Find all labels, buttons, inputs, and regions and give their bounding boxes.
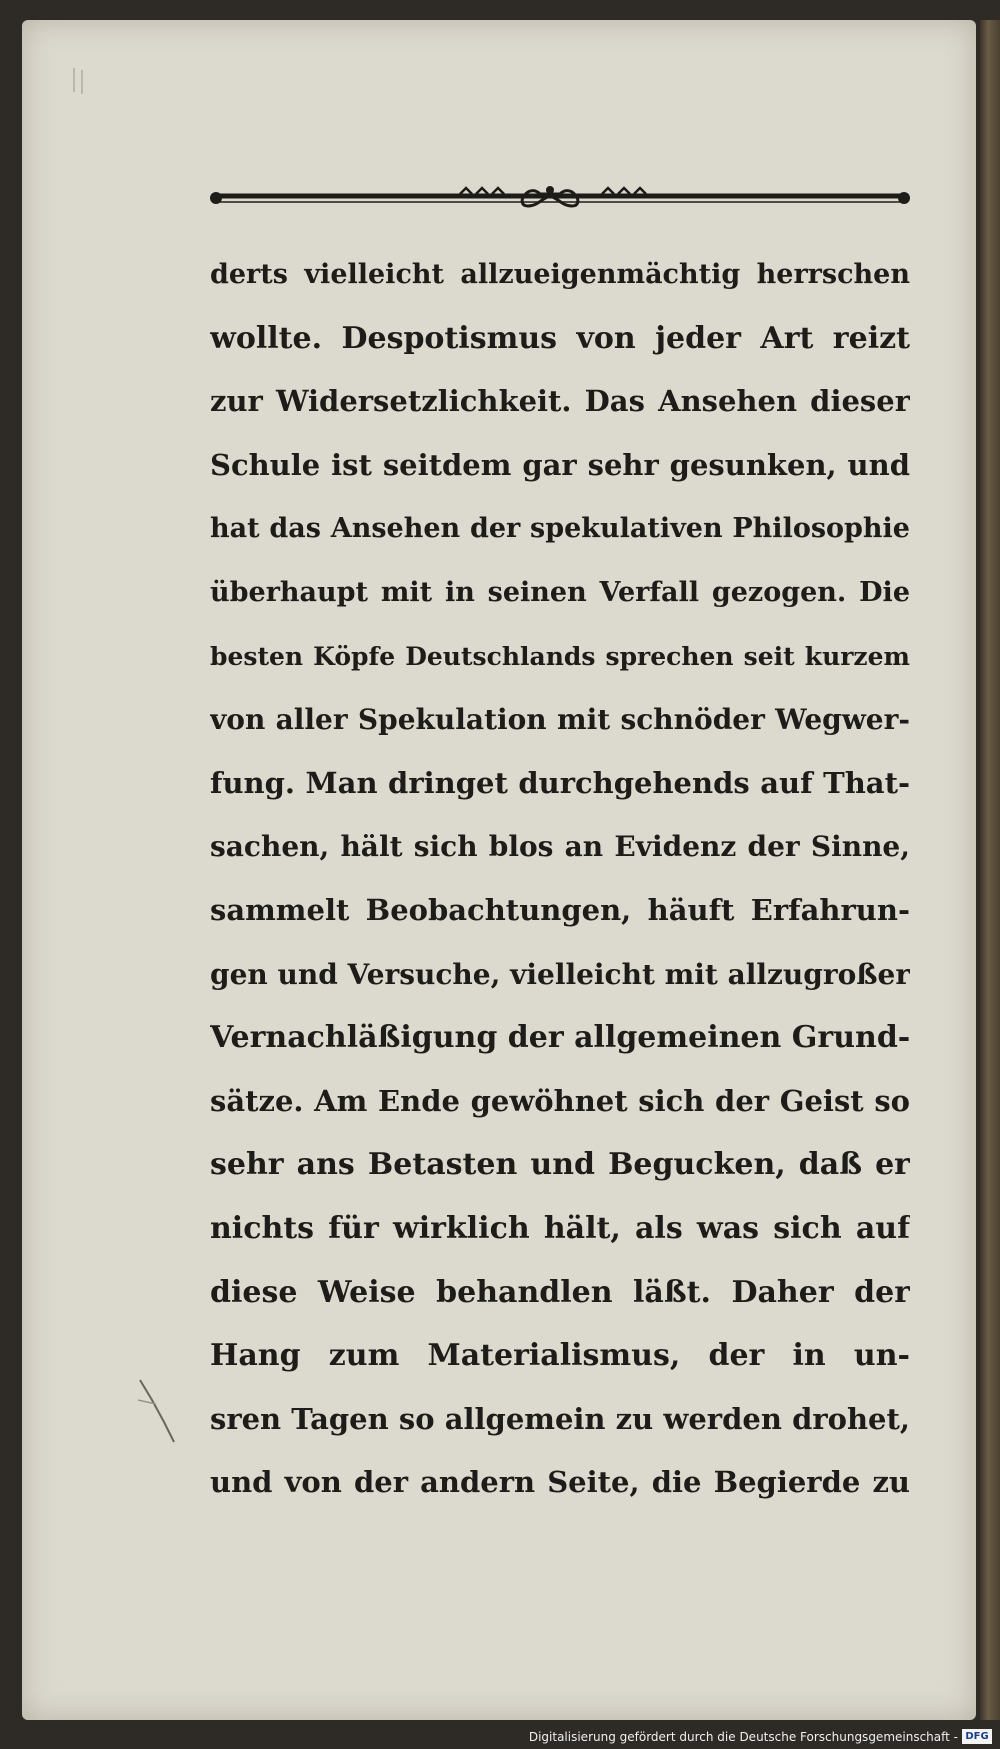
text-line: derts vielleicht allzueigenmächtig herrschen <box>210 259 910 290</box>
text-line: Hang zum Materialismus, der in un- <box>210 1338 910 1374</box>
faint-corner-mark-icon <box>66 62 106 102</box>
text-line: wollte. Despotismus von jeder Art reizt <box>210 320 910 356</box>
text-line: sammelt Beobachtungen, häuft Erfahrun- <box>210 892 910 927</box>
text-line: und von der andern Seite, die Begierde zu <box>210 1465 910 1500</box>
text-line: hat das Ansehen der spekulativen Philosophie <box>210 513 910 545</box>
body-text <box>210 243 910 1515</box>
next-page-edge <box>980 20 1000 1720</box>
decorative-rule-icon <box>210 176 910 216</box>
text-line: sehr ans Betasten und Begucken, daß er <box>210 1147 910 1183</box>
text-line: Vernachläßigung der allgemeinen Grund- <box>210 1020 910 1056</box>
pencil-mark-icon <box>130 1370 190 1460</box>
text-line: von aller Spekulation mit schnöder Wegwer- <box>210 703 910 737</box>
text-line: fung. Man dringet durchgehends auf That- <box>210 765 910 800</box>
text-line: sätze. Am Ende gewöhnet sich der Geist so <box>210 1083 910 1118</box>
text-line: diese Weise behandlen läßt. Daher der <box>210 1274 910 1310</box>
digitization-credit: Digitalisierung gefördert durch die Deutsche Forschungsgemeinschaft - <box>528 1730 958 1744</box>
dfg-logo-icon: DFG <box>962 1729 992 1744</box>
text-line: überhaupt mit in seinen Verfall gezogen. Die <box>210 576 910 608</box>
text-line: nichts für wirklich hält, als was sich auf <box>210 1210 910 1246</box>
text-line: sren Tagen so allgemein zu werden drohet, <box>210 1401 910 1436</box>
text-line: gen und Versuche, vielleicht mit allzugroßer <box>210 957 910 991</box>
text-line: Schule ist seitdem gar sehr gesunken, und <box>210 447 910 482</box>
text-line: besten Köpfe Deutschlands sprechen seit kurzem <box>210 641 910 671</box>
text-line: sachen, hält sich blos an Evidenz der Sinne, <box>210 830 910 864</box>
text-line: zur Widersetzlichkeit. Das Ansehen dieser <box>210 384 910 419</box>
